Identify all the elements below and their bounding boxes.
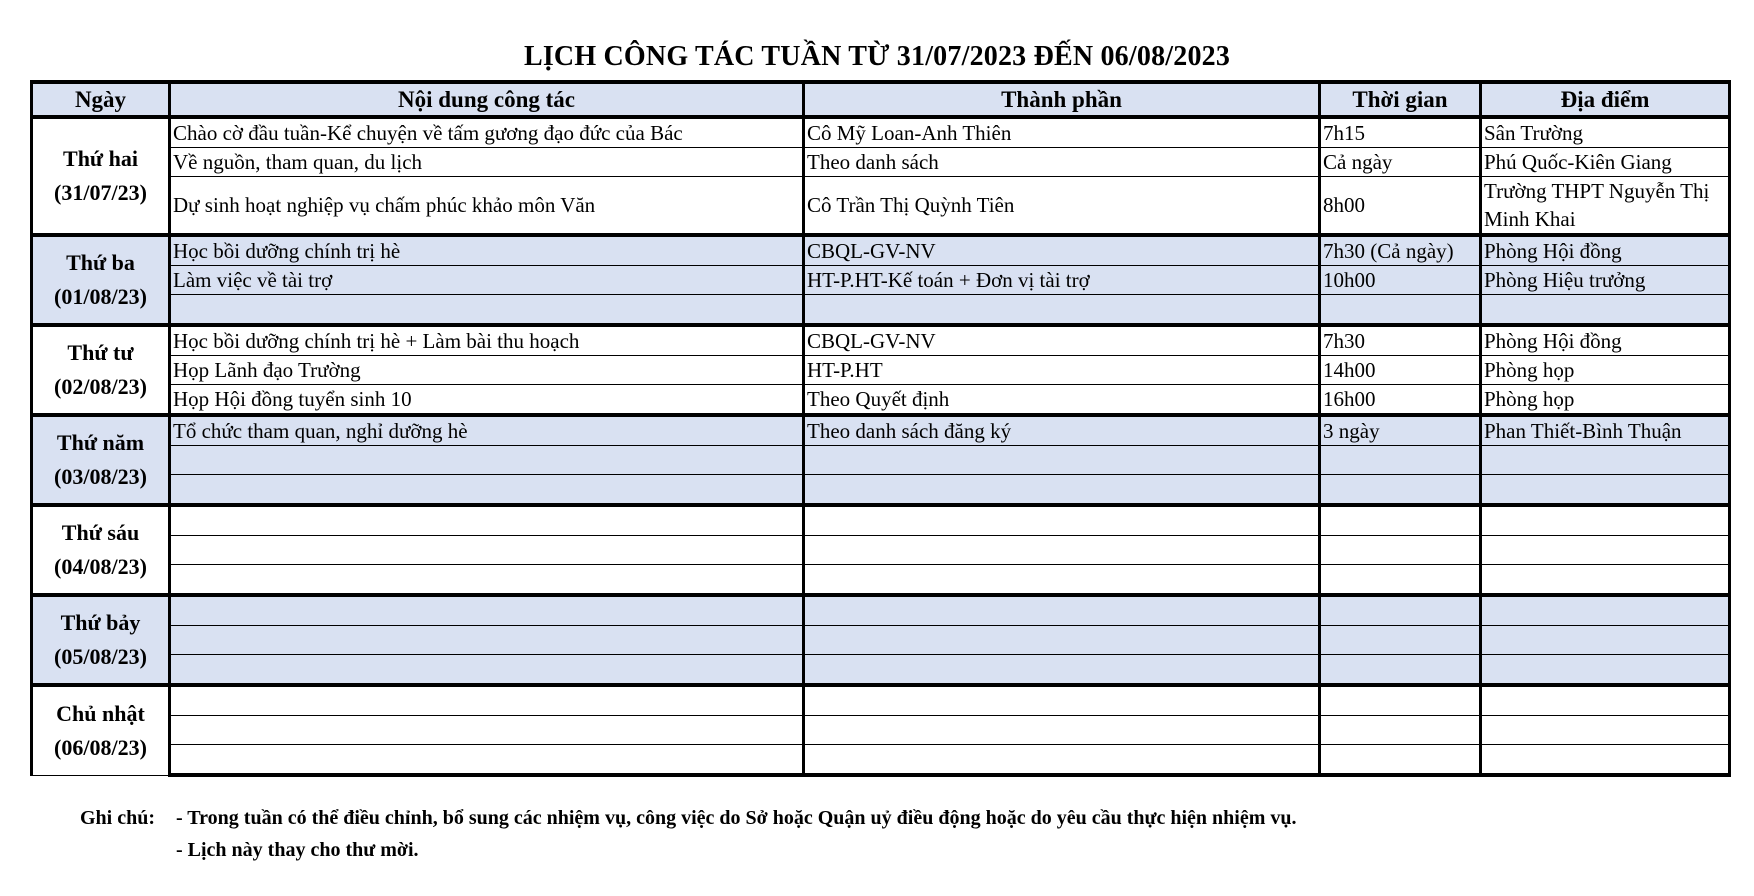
place-cell: Sân Trường <box>1481 117 1730 148</box>
place-cell: Phan Thiết-Bình Thuận <box>1481 415 1730 446</box>
header-place: Địa điểm <box>1481 82 1730 117</box>
table-row <box>32 626 1730 655</box>
table-row <box>32 745 1730 776</box>
place-cell: Phòng họp <box>1481 356 1730 385</box>
members-cell <box>804 595 1320 626</box>
task-cell: Học bồi dưỡng chính trị hè + Làm bài thu hoạch <box>170 325 804 356</box>
members-cell: HT-P.HT <box>804 356 1320 385</box>
members-cell: CBQL-GV-NV <box>804 235 1320 266</box>
task-cell: Chào cờ đầu tuần-Kể chuyện về tấm gương đạo đức của Bác <box>170 117 804 148</box>
time-cell <box>1320 685 1481 716</box>
task-cell <box>170 295 804 326</box>
day-cell <box>32 415 170 505</box>
time-cell <box>1320 745 1481 776</box>
table-row <box>32 148 1730 177</box>
members-cell <box>804 655 1320 686</box>
task-cell <box>170 745 804 776</box>
time-cell <box>1320 475 1481 506</box>
members-cell <box>804 475 1320 506</box>
task-cell: Họp Hội đồng tuyển sinh 10 <box>170 385 804 416</box>
place-cell: Phòng Hiệu trưởng <box>1481 266 1730 295</box>
task-cell <box>170 536 804 565</box>
day-group-friday <box>32 505 1730 595</box>
table-row <box>32 117 1730 148</box>
place-cell <box>1481 716 1730 745</box>
place-cell <box>1481 475 1730 506</box>
time-cell: 3 ngày <box>1320 415 1481 446</box>
table-row <box>32 536 1730 565</box>
place-cell: Phòng Hội đồng <box>1481 325 1730 356</box>
notes-label: Ghi chú: <box>80 807 156 829</box>
place-cell <box>1481 595 1730 626</box>
place-cell <box>1481 655 1730 686</box>
day-date: (31/07/23) <box>54 180 147 205</box>
members-cell: Cô Mỹ Loan-Anh Thiên <box>804 117 1320 148</box>
day-cell <box>32 235 170 325</box>
table-row <box>32 325 1730 356</box>
members-cell <box>804 295 1320 326</box>
members-cell: Theo danh sách đăng ký <box>804 415 1320 446</box>
note-line-2: - Lịch này thay cho thư mời. <box>176 839 419 861</box>
day-cell <box>32 505 170 595</box>
notes-spacer <box>80 834 176 866</box>
day-date: (01/08/23) <box>54 284 147 309</box>
place-cell <box>1481 745 1730 776</box>
place-cell <box>1481 685 1730 716</box>
table-row <box>32 655 1730 686</box>
table-row <box>32 295 1730 326</box>
members-cell: Cô Trần Thị Quỳnh Tiên <box>804 177 1320 236</box>
day-cell <box>32 117 170 235</box>
page-title: LỊCH CÔNG TÁC TUẦN TỪ 31/07/2023 ĐẾN 06/08/2023 <box>523 41 1231 72</box>
time-cell <box>1320 446 1481 475</box>
task-cell: Học bồi dưỡng chính trị hè <box>170 235 804 266</box>
place-cell <box>1481 536 1730 565</box>
task-cell <box>170 685 804 716</box>
members-cell <box>804 716 1320 745</box>
table-row <box>32 385 1730 416</box>
time-cell: 16h00 <box>1320 385 1481 416</box>
time-cell <box>1320 295 1481 326</box>
time-cell: 10h00 <box>1320 266 1481 295</box>
day-cell <box>32 685 170 775</box>
day-name: Thứ ba <box>66 250 135 275</box>
table-row <box>32 716 1730 745</box>
day-group-thursday <box>32 415 1730 505</box>
place-cell <box>1481 446 1730 475</box>
header-row <box>32 82 1730 117</box>
day-group-saturday <box>32 595 1730 685</box>
header-time: Thời gian <box>1320 82 1481 117</box>
day-date: (04/08/23) <box>54 554 147 579</box>
place-cell <box>1481 565 1730 596</box>
day-date: (03/08/23) <box>54 464 147 489</box>
task-cell <box>170 595 804 626</box>
day-name: Thứ tư <box>67 340 134 365</box>
time-cell: 8h00 <box>1320 177 1481 236</box>
members-cell: CBQL-GV-NV <box>804 325 1320 356</box>
table-row <box>32 595 1730 626</box>
time-cell: 7h30 <box>1320 325 1481 356</box>
task-cell: Làm việc về tài trợ <box>170 266 804 295</box>
table-row <box>32 446 1730 475</box>
day-group-sunday <box>32 685 1730 775</box>
place-cell: Phú Quốc-Kiên Giang <box>1481 148 1730 177</box>
place-cell: Phòng họp <box>1481 385 1730 416</box>
task-cell: Dự sinh hoạt nghiệp vụ chấm phúc khảo môn Văn <box>170 177 804 236</box>
day-name: Chủ nhật <box>56 700 145 726</box>
time-cell: 14h00 <box>1320 356 1481 385</box>
table-row <box>32 475 1730 506</box>
place-cell <box>1481 295 1730 326</box>
time-cell <box>1320 505 1481 536</box>
table-row <box>32 356 1730 385</box>
task-cell <box>170 505 804 536</box>
day-group-monday <box>32 117 1730 235</box>
time-cell <box>1320 595 1481 626</box>
table-row <box>32 266 1730 295</box>
task-cell <box>170 626 804 655</box>
time-cell <box>1320 536 1481 565</box>
task-cell <box>170 655 804 686</box>
day-name: Thứ sáu <box>61 520 140 545</box>
day-name: Thứ hai <box>63 146 138 171</box>
members-cell: HT-P.HT-Kế toán + Đơn vị tài trợ <box>804 266 1320 295</box>
time-cell: 7h30 (Cả ngày) <box>1320 235 1481 266</box>
task-cell: Họp Lãnh đạo Trường <box>170 356 804 385</box>
header-task: Nội dung công tác <box>170 82 804 117</box>
day-date: (06/08/23) <box>54 734 147 760</box>
task-cell <box>170 446 804 475</box>
members-cell: Theo danh sách <box>804 148 1320 177</box>
members-cell <box>804 626 1320 655</box>
table-row <box>32 415 1730 446</box>
day-name: Thứ năm <box>56 430 145 455</box>
table-row <box>32 505 1730 536</box>
task-cell: Về nguồn, tham quan, du lịch <box>170 148 804 177</box>
time-cell <box>1320 626 1481 655</box>
members-cell <box>804 565 1320 596</box>
day-group-wednesday <box>32 325 1730 415</box>
place-cell: Trường THPT Nguyễn Thị Minh Khai <box>1481 177 1730 236</box>
place-cell: Phòng Hội đồng <box>1481 235 1730 266</box>
members-cell <box>804 505 1320 536</box>
place-cell <box>1481 505 1730 536</box>
members-cell <box>804 685 1320 716</box>
table-row <box>32 235 1730 266</box>
task-cell <box>170 716 804 745</box>
task-cell: Tổ chức tham quan, nghỉ dưỡng hè <box>170 415 804 446</box>
members-cell: Theo Quyết định <box>804 385 1320 416</box>
day-name: Thứ bảy <box>60 610 141 635</box>
header-members: Thành phần <box>804 82 1320 117</box>
header-day: Ngày <box>32 82 170 117</box>
members-cell <box>804 745 1320 776</box>
table-row <box>32 565 1730 596</box>
time-cell <box>1320 716 1481 745</box>
day-date: (05/08/23) <box>54 644 147 669</box>
notes-section <box>80 802 1297 866</box>
day-cell <box>32 325 170 415</box>
schedule-table <box>30 80 1731 777</box>
day-date: (02/08/23) <box>54 374 147 399</box>
time-cell: Cả ngày <box>1320 148 1481 177</box>
time-cell <box>1320 565 1481 596</box>
table-row <box>32 685 1730 716</box>
day-cell <box>32 595 170 685</box>
members-cell <box>804 446 1320 475</box>
note-line-1: - Trong tuần có thể điều chỉnh, bổ sung các nhiệm vụ, công việc do Sở hoặc Quận uỷ điều động hoặc do yêu cầu thực hiện nhiệm vụ. <box>176 807 1297 829</box>
time-cell: 7h15 <box>1320 117 1481 148</box>
task-cell <box>170 565 804 596</box>
task-cell <box>170 475 804 506</box>
day-group-tuesday <box>32 235 1730 325</box>
members-cell <box>804 536 1320 565</box>
place-cell <box>1481 626 1730 655</box>
table-row <box>32 177 1730 236</box>
time-cell <box>1320 655 1481 686</box>
